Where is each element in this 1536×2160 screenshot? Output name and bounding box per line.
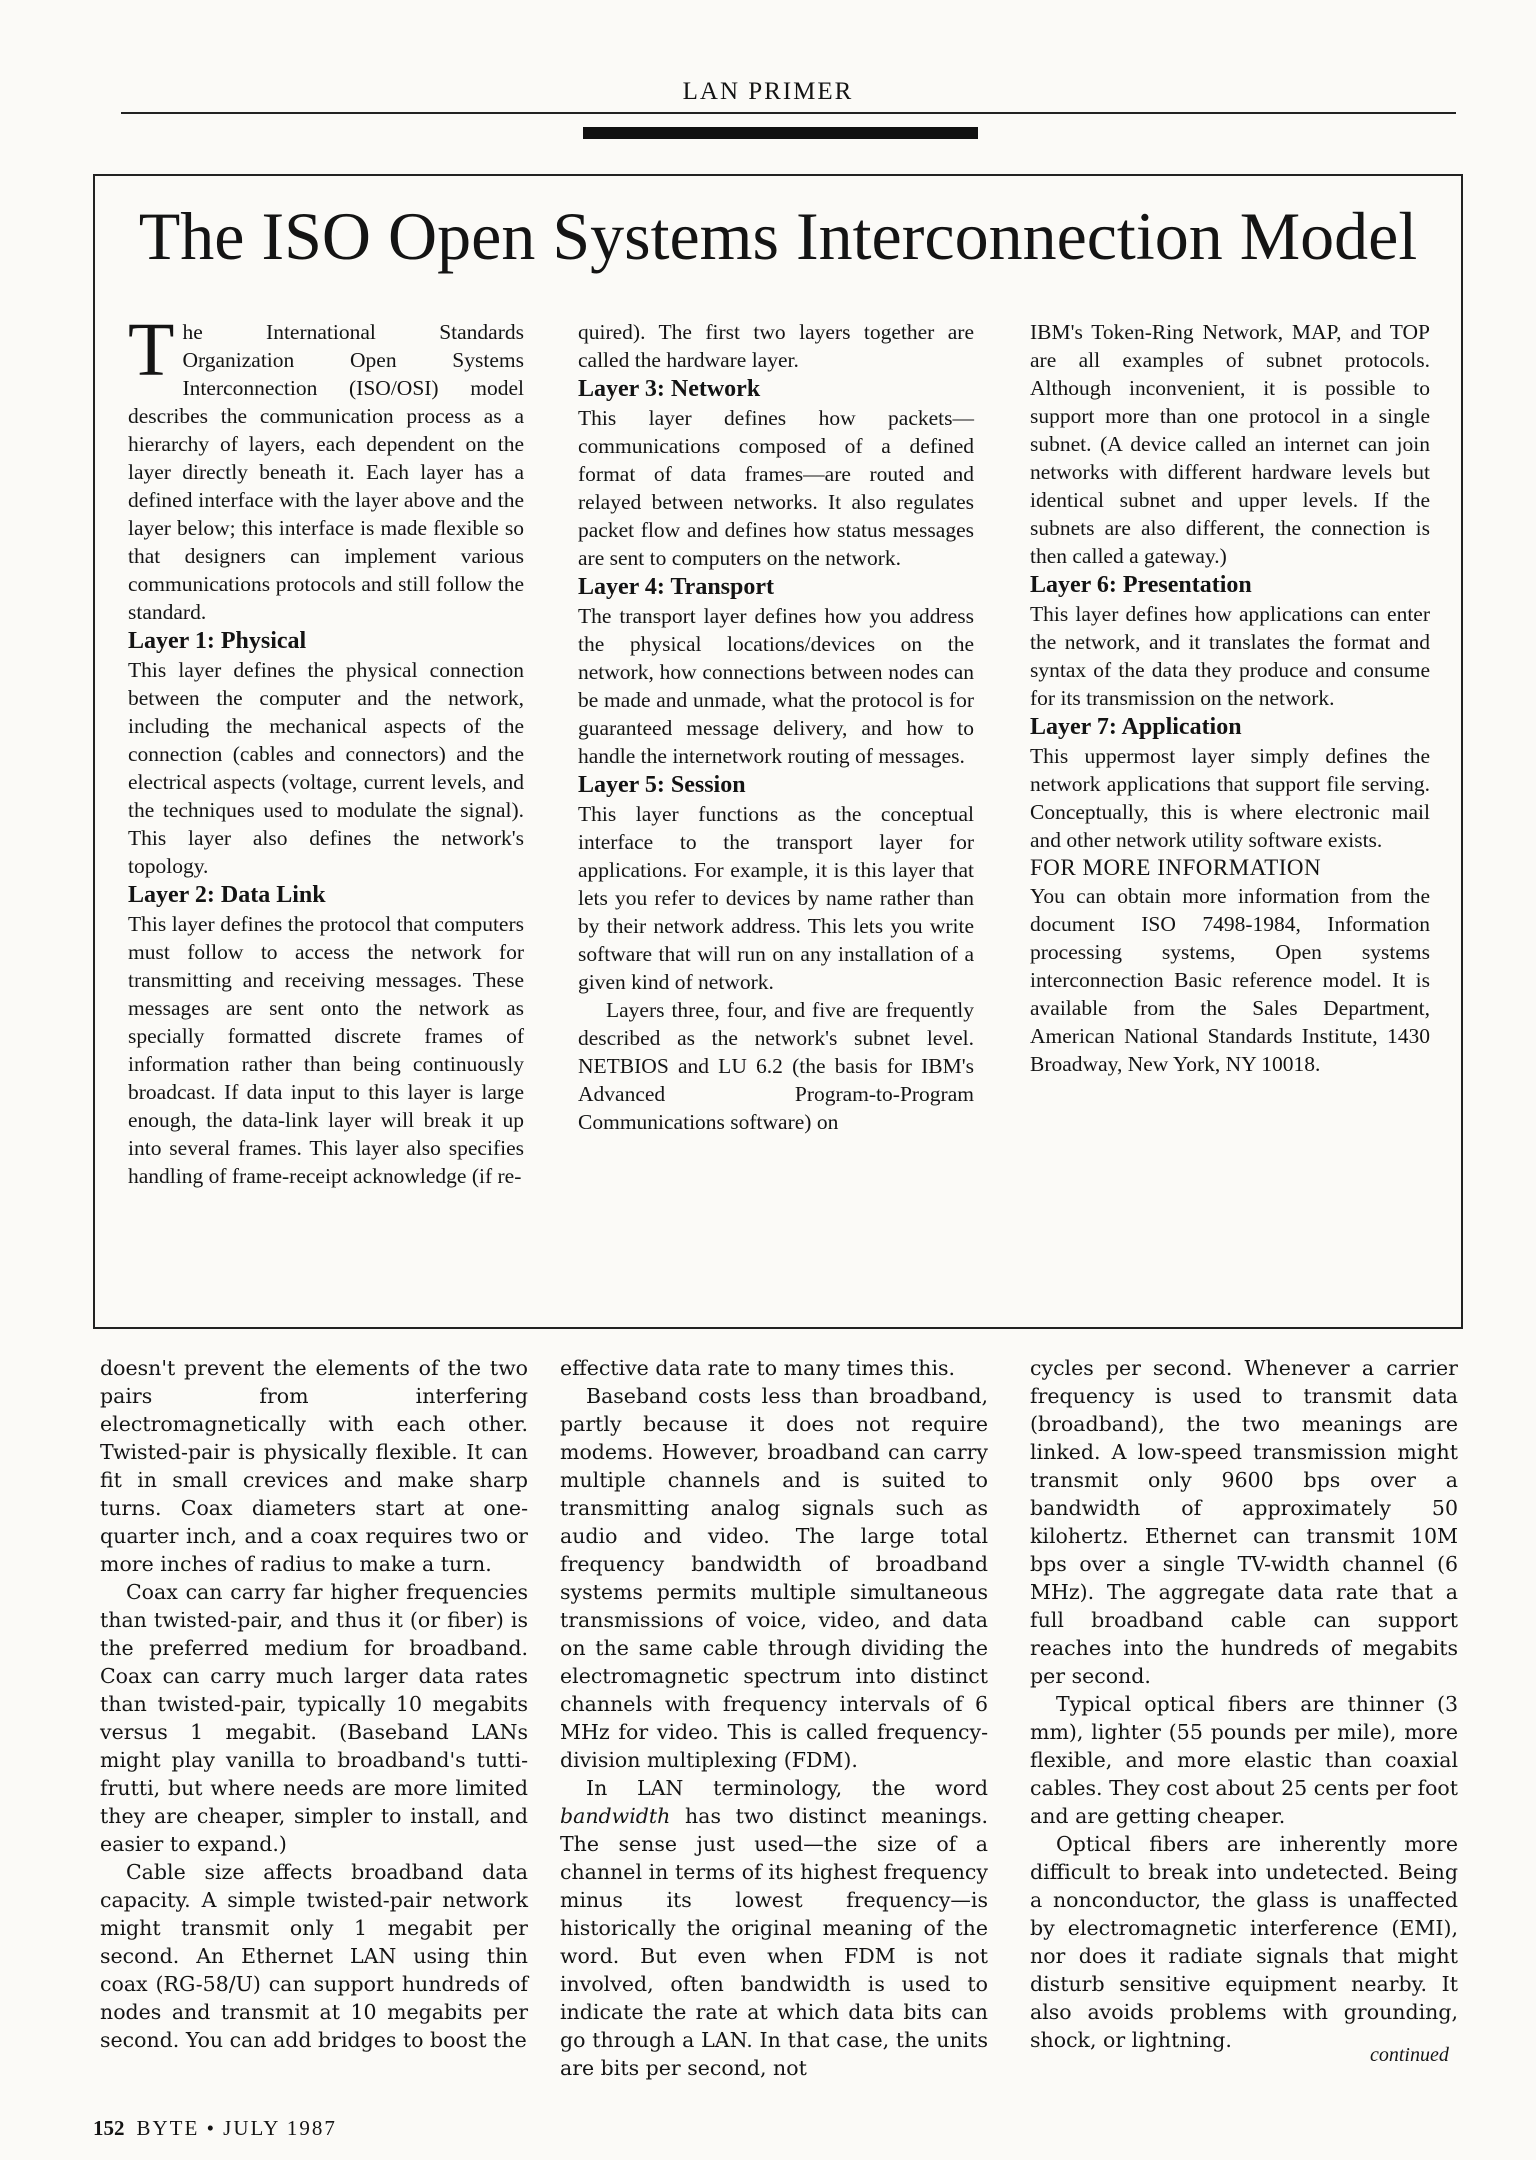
layer3-text: This layer defines how packets—communications composed of a defined format of data frames—are routed and relayed between networks. It also regulates packet flow and defines how status messages are sent to computers on the network.: [578, 406, 974, 570]
layer3-heading: Layer 3: Network: [578, 376, 761, 402]
page-number: 152: [93, 2116, 125, 2140]
layer4-heading: Layer 4: Transport: [578, 574, 774, 600]
intro-text: he International Standards Organization Open Systems Interconnection (ISO/OSI) model describes the communication process as a hierarchy of layers, each dependent on the layer directly beneath it. Each layer has a defined interface with the layer above and the layer below; this interface is made flexible so that designers can implement various communications protocols and still follow the standard.: [128, 320, 524, 624]
article-paragraph: Coax can carry far higher frequencies than twisted-pair, and thus it (or fiber) is the preferred medium for broadband. Coax can carry much larger data rates than twisted-pair, typically 10 megabits versus 1 megabit. (Baseband LANs might play vanilla to broadband's tutti-frutti, but where needs are more limited they are cheaper, simpler to install, and easier to expand.): [100, 1580, 528, 1856]
article-paragraph: Optical fibers are inherently more difficult to break into undetected. Being a nonconductor, the glass is unaffected by electromagnetic interference (EMI), nor does it radiate signals that might disturb sensitive equipment nearby. It also avoids problems with grounding, shock, or lightning.: [1030, 1832, 1458, 2052]
sidebar-column-3: [1030, 318, 1430, 1078]
layer1-text: This layer defines the physical connection between the computer and the network, including the mechanical aspects of the connection (cables and connectors) and the electrical aspects (voltage, current levels, and the techniques used to modulate the signal). This layer also defines the network's topology.: [128, 658, 524, 878]
col2-start: quired). The first two layers together are called the hardware layer.: [578, 320, 974, 372]
layer6-heading: Layer 6: Presentation: [1030, 572, 1252, 598]
layer7-heading: Layer 7: Application: [1030, 714, 1242, 740]
layer6-text: This layer defines how applications can enter the network, and it translates the format and syntax of the data they produce and consume for its transmission on the network.: [1030, 602, 1430, 710]
sidebar-column-1: [128, 308, 524, 1190]
article-paragraph: effective data rate to many times this.: [560, 1356, 956, 1380]
sidebar-column-2: [578, 318, 974, 1136]
layer2-heading: Layer 2: Data Link: [128, 882, 326, 908]
article-paragraph: Baseband costs less than broadband, partly because it does not require modems. However, broadband can carry multiple channels and is suited to transmitting analog signals such as audio and video. The large total frequency bandwidth of broadband systems permits multiple simultaneous transmissions of voice, video, and data on the same cable through dividing the electromagnetic spectrum into distinct channels with frequency intervals of 6 MHz for video. This is called frequency-division multiplexing (FDM).: [560, 1384, 988, 1772]
sidebar-title: The ISO Open Systems Interconnection Model: [138, 198, 1418, 274]
page-footer: [93, 2116, 337, 2141]
article-column-3: [1030, 1354, 1458, 2054]
layer4-text: The transport layer defines how you address the physical locations/devices on the network, how connections between nodes can be made and unmade, what the protocol is for guaranteed message delivery, and how to handle the internetwork routing of messages.: [578, 604, 974, 768]
article-text: has two distinct meanings. The sense just used—the size of a channel in terms of its highest frequency minus its lowest frequency—is historically the original meaning of the word. But even when FDM is not involved, often bandwidth is used to indicate the rate at which data bits can go through a LAN. In that case, the units are bits per second, not: [560, 1804, 988, 2080]
layer5-heading: Layer 5: Session: [578, 772, 746, 798]
layer2-text: This layer defines the protocol that computers must follow to access the network for transmitting and receiving messages. These messages are sent onto the network as specially formatted discrete frames of information rather than being continuously broadcast. If data input to this layer is large enough, the data-link layer will break it up into several frames. This layer also specifies handling of frame-receipt acknowledge (if re-: [128, 912, 524, 1188]
article-paragraph: Typical optical fibers are thinner (3 mm), lighter (55 pounds per mile), more flexible, and more elastic than coaxial cables. They cost about 25 cents per foot and are getting cheaper.: [1030, 1692, 1458, 1828]
layer5-text-2: Layers three, four, and five are frequently described as the network's subnet level. NETBIOS and LU 6.2 (the basis for IBM's Advanced Program-to-Program Communications software) on: [578, 998, 974, 1134]
emphasis-bandwidth: bandwidth: [560, 1804, 671, 1828]
article-paragraph: cycles per second. Whenever a carrier frequency is used to transmit data (broadband), the two meanings are linked. A low-speed transmission might transmit only 9600 bps over a bandwidth of approximately 50 kilohertz. Ethernet can transmit 10M bps over a single TV-width channel (6 MHz). The aggregate data rate that a full broadband cable can support reaches into the hundreds of megabits per second.: [1030, 1356, 1458, 1688]
more-info-text: You can obtain more information from the document ISO 7498-1984, Information processing systems, Open systems interconnection Basic reference model. It is available from the Sales Department, American National Standards Institute, 1430 Broadway, New York, NY 10018.: [1030, 884, 1430, 1076]
layer1-heading: Layer 1: Physical: [128, 628, 307, 654]
article-column-1: [100, 1354, 528, 2054]
article-text: In LAN terminology, the word: [586, 1776, 988, 1800]
layer5-text: This layer functions as the conceptual interface to the transport layer for applications. For example, it is this layer that lets you refer to devices by name rather than by their network address. This lets you write software that will run on any installation of a given kind of network.: [578, 802, 974, 994]
continued-label: continued: [1370, 2044, 1449, 2066]
header-bar: [583, 127, 978, 139]
drop-cap: T: [128, 308, 175, 392]
more-info-heading: FOR MORE INFORMATION: [1030, 855, 1322, 880]
article-paragraph: [560, 1774, 988, 2082]
article-paragraph: Cable size affects broadband data capacity. A simple twisted-pair network might transmit only 1 megabit per second. An Ethernet LAN using thin coax (RG-58/U) can support hundreds of nodes and transmit at 10 megabits per second. You can add bridges to boost the: [100, 1860, 528, 2052]
layer7-text: This uppermost layer simply defines the network applications that support file serving. Conceptually, this is where electronic mail and other network utility software exists.: [1030, 744, 1430, 852]
intro-paragraph: [128, 308, 524, 626]
col3-start: IBM's Token-Ring Network, MAP, and TOP are all examples of subnet protocols. Although inconvenient, it is possible to support more than one protocol in a single subnet. (A device called an internet can join networks with different hardware levels but identical subnet and upper levels. If the subnets are also different, the connection is then called a gateway.): [1030, 320, 1430, 568]
magazine-issue: BYTE • JULY 1987: [136, 2116, 337, 2140]
section-header: LAN PRIMER: [682, 78, 854, 105]
header-rule: [121, 112, 1456, 114]
article-paragraph: doesn't prevent the elements of the two pairs from interfering electromagnetically with each other. Twisted-pair is physically flexible. It can fit in small crevices and make sharp turns. Coax diameters start at one-quarter inch, and a coax requires two or more inches of radius to make a turn.: [100, 1356, 528, 1576]
article-column-2: [560, 1354, 988, 2082]
